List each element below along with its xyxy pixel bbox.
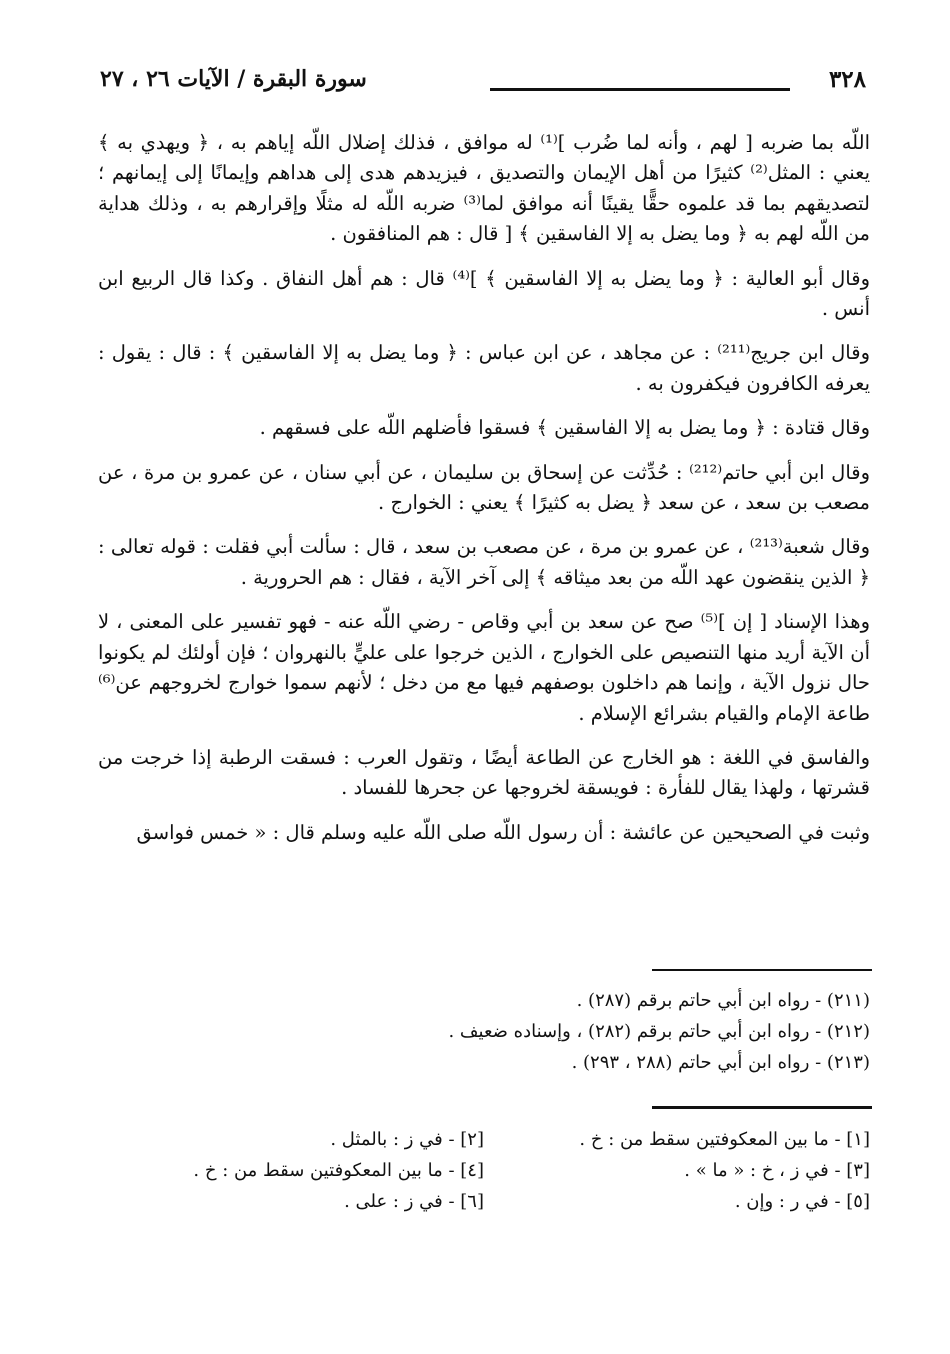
paragraph: وهذا الإسناد [ إن ]⁽⁵⁾ صح عن سعد بن أبي وقاص - رضي اللّه عنه - فهو تفسير على المعنى ، لا أن الآية أريد منها التنصيص على الخوارج ، الذين خرجوا على عليٍّ بالنهروان ؛ فإن أولئك لم يكونوا حال نزول الآية ، وإنما هم داخلون بوصفهم فيها مع من دخل ؛ لأنهم سموا خوارج لخروجهم عن⁽⁶⁾ طاعة الإمام والقيام بشرائع الإسلام . [98,610,870,725]
variant-note: [٤] - ما بين المعكوفتين سقط من : خ . [193,1160,484,1181]
paragraph: وقال أبو العالية : ﴿ وما يضل به إلا الفاسقين ﴾ ]⁽⁴⁾ قال : هم أهل النفاق . وكذا قال الربيع ابن أنس . [98,266,870,321]
paragraph: اللّه بما ضربه [ لهم ، وأنه لما ضُرب ]⁽¹⁾ له موافق ، فذلك إضلال اللّه إياهم به ، ﴿ ويهدي به ﴾ يعني : المثل⁽²⁾ كثيرًا من أهل الإيمان والتصديق ، فيزيدهم هدى إلى هداهم وإيمانًا إلى إيمانهم ؛ لتصديقهم بما قد علموه حقًّا يقينًا أنه موافق لما⁽³⁾ ضربه اللّه له مثلًا وإقرارهم به ، وذلك هداية من اللّه لهم به ﴿ وما يضل به إلا الفاسقين ﴾ [ قال : هم المنافقون . [98,131,871,246]
paragraph: وقال ابن أبي حاتم⁽²¹²⁾ : حُدِّثت عن إسحاق بن سليمان ، عن أبي سنان ، عن عمرو بن مرة ، عن مصعب بن سعد ، عن سعد ﴿ يضل به كثيرًا ﴾ يعني : الخوارج . [98,460,871,515]
page-header [100,66,866,106]
paragraph: وثبت في الصحيحين عن عائشة : أن رسول اللّه صلى اللّه عليه وسلم قال : « خمس فواسق [136,820,870,844]
manuscript-variants [98,1124,870,1217]
variant-note: [٢] - في ز : بالمثل . [330,1129,484,1150]
paragraph: والفاسق في اللغة : هو الخارج عن الطاعة أيضًا ، وتقول العرب : فسقت الرطبة إذا خرجت من قشرتها ، ولهذا يقال للفأرة : فويسقة لخروجها عن جحرها للفساد . [98,745,870,800]
paragraph: وقال قتادة : ﴿ وما يضل به إلا الفاسقين ﴾ فسقوا فأضلهم اللّه على فسقهم . [259,416,870,440]
paragraph: وقال ابن جريج⁽²¹¹⁾ : عن مجاهد ، عن ابن عباس : ﴿ وما يضل به إلا الفاسقين ﴾ : قال : يقول : يعرفه الكافرون فيكفرون به . [98,341,870,395]
page-number: ٣٢٨ [828,66,866,93]
variant-note: [٥] - في ر : وإن . [734,1191,870,1212]
variant-row [98,1124,870,1155]
variant-row [98,1186,870,1217]
main-text [98,128,870,862]
variant-note: [٣] - في ز ، خ : « ما » . [684,1160,870,1181]
footnote: (٢١١) - رواه ابن أبي حاتم برقم (٢٨٧) . [576,990,870,1011]
variants-rule [652,1106,872,1109]
header-rule [490,88,790,91]
surah-title: سورة البقرة / الآيات ٢٦ ، ٢٧ [100,66,367,92]
variant-row [98,1155,870,1186]
variant-note: [٦] - في ز : على . [344,1191,484,1212]
hadith-footnotes [98,985,870,1078]
variant-note: [١] - ما بين المعكوفتين سقط من : خ . [579,1129,870,1150]
footnote-rule [652,969,872,971]
footnote: (٢١٢) - رواه ابن أبي حاتم برقم (٢٨٢) ، وإسناده ضعيف . [448,1021,870,1042]
paragraph: وقال شعبة⁽²¹³⁾ ، عن عمرو بن مرة ، عن مصعب بن سعد ، قال : سألت أبي فقلت : قوله تعالى : ﴿ الذين ينقضون عهد اللّه من بعد ميثاقه ﴾ إلى آخر الآية ، فقال : هم الحرورية . [98,535,870,589]
footnote: (٢١٣) - رواه ابن أبي حاتم (٢٨٨ ، ٢٩٣) . [571,1052,870,1073]
